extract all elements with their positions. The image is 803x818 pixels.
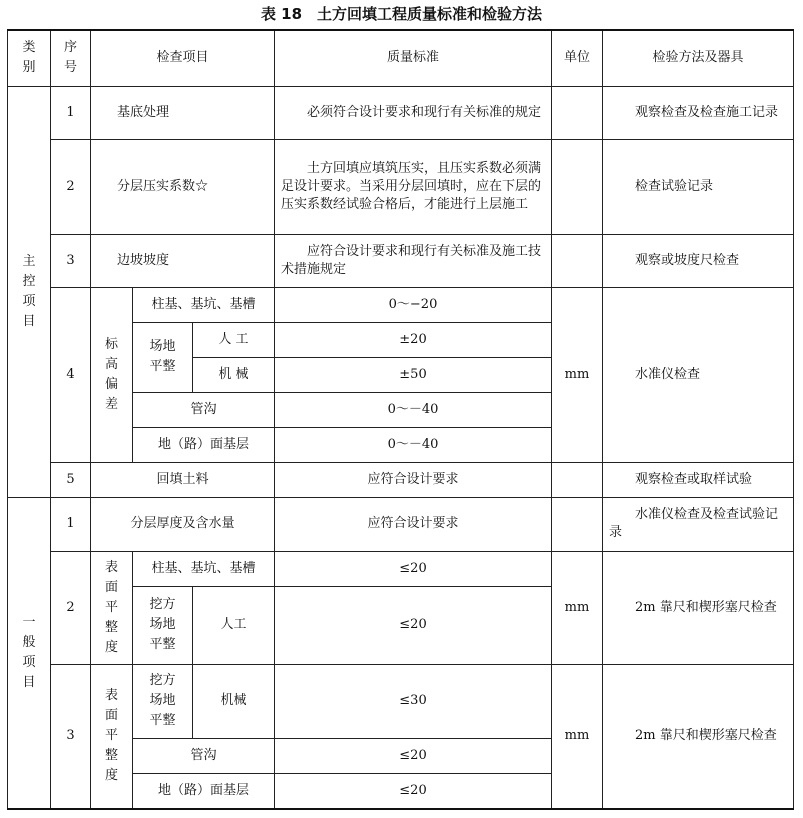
unit-cell: mm [552,664,603,809]
unit-cell [552,139,603,234]
sub-item-cell: 管沟 [133,392,275,427]
standard-cell: ≤20 [275,586,552,664]
sub-item-cell: 地（路）面基层 [133,773,275,809]
seq-cell: 1 [51,497,91,551]
table-title: 表 18 土方回填工程质量标准和检验方法 [260,5,543,23]
table-row [8,551,794,586]
method-cell: 水准仪检查 [603,287,794,462]
method-cell: 观察检查及检查施工记录 [603,86,794,139]
table-row [8,234,794,287]
sub-item-cell: 机 械 [193,357,275,392]
method-cell: 检查试验记录 [603,139,794,234]
seq-cell: 5 [51,462,91,497]
sub-item-cell: 机械 [193,664,275,738]
item-cell: 边坡坡度 [91,234,275,287]
method-cell: 2m 靠尺和楔形塞尺检查 [603,551,794,664]
header-unit: 单位 [552,30,603,86]
sub-item-cell: 人工 [193,586,275,664]
table-row [8,664,794,738]
table-row [8,139,794,234]
standard-cell: 0～－40 [275,427,552,462]
header-standard: 质量标准 [275,30,552,86]
method-cell: 2m 靠尺和楔形塞尺检查 [603,664,794,809]
method-cell: 水准仪检查及检查试验记录 [603,497,794,551]
standard-cell: ±50 [275,357,552,392]
header-seq: 序号 [51,30,91,86]
unit-cell [552,497,603,551]
table-row [8,287,794,322]
group-cell: 表面平整度 [91,551,133,664]
sub-item-cell: 管沟 [133,738,275,773]
method-cell: 观察或坡度尺检查 [603,234,794,287]
header-category: 类别 [8,30,51,86]
table-row [8,497,794,551]
standard-cell: ±20 [275,322,552,357]
sub-item-cell: 柱基、基坑、基槽 [133,551,275,586]
standard-cell: 0～−20 [275,287,552,322]
group-cell: 标高偏差 [91,287,133,462]
group-cell: 表面平整度 [91,664,133,809]
unit-cell [552,234,603,287]
unit-cell: mm [552,551,603,664]
sub-item-cell: 人 工 [193,322,275,357]
sub-group-cell: 挖方场地平整 [133,664,193,738]
table-row [8,462,794,497]
quality-standard-table [7,29,794,810]
sub-group-cell: 挖方场地平整 [133,586,193,664]
seq-cell: 2 [51,139,91,234]
standard-cell: 0～－40 [275,392,552,427]
standard-cell: 土方回填应填筑压实，且压实系数必须满足设计要求。当采用分层回填时，应在下层的压实系数经试验合格后，才能进行上层施工 [275,139,552,234]
sub-item-cell: 地（路）面基层 [133,427,275,462]
header-row [8,30,794,86]
sub-group-cell: 场地平整 [133,322,193,392]
method-cell: 观察检查或取样试验 [603,462,794,497]
standard-cell: ≤20 [275,551,552,586]
seq-cell: 4 [51,287,91,462]
standard-cell: ≤20 [275,773,552,809]
standard-cell: ≤30 [275,664,552,738]
header-item: 检查项目 [91,30,275,86]
sub-item-cell: 柱基、基坑、基槽 [133,287,275,322]
standard-cell: 应符合设计要求和现行有关标准及施工技术措施规定 [275,234,552,287]
item-cell: 基底处理 [91,86,275,139]
seq-cell: 3 [51,234,91,287]
category-general: 一般项目 [8,497,51,809]
standard-cell: 应符合设计要求 [275,462,552,497]
table-row [8,86,794,139]
header-method: 检验方法及器具 [603,30,794,86]
standard-cell: 应符合设计要求 [275,497,552,551]
seq-cell: 1 [51,86,91,139]
standard-cell: 必须符合设计要求和现行有关标准的规定 [275,86,552,139]
standard-cell: ≤20 [275,738,552,773]
item-cell: 分层厚度及含水量 [91,497,275,551]
category-main-control: 主控项目 [8,86,51,497]
unit-cell: mm [552,287,603,462]
unit-cell [552,86,603,139]
seq-cell: 2 [51,551,91,664]
unit-cell [552,462,603,497]
item-cell: 回填土料 [91,462,275,497]
seq-cell: 3 [51,664,91,809]
item-cell: 分层压实系数☆ [91,139,275,234]
